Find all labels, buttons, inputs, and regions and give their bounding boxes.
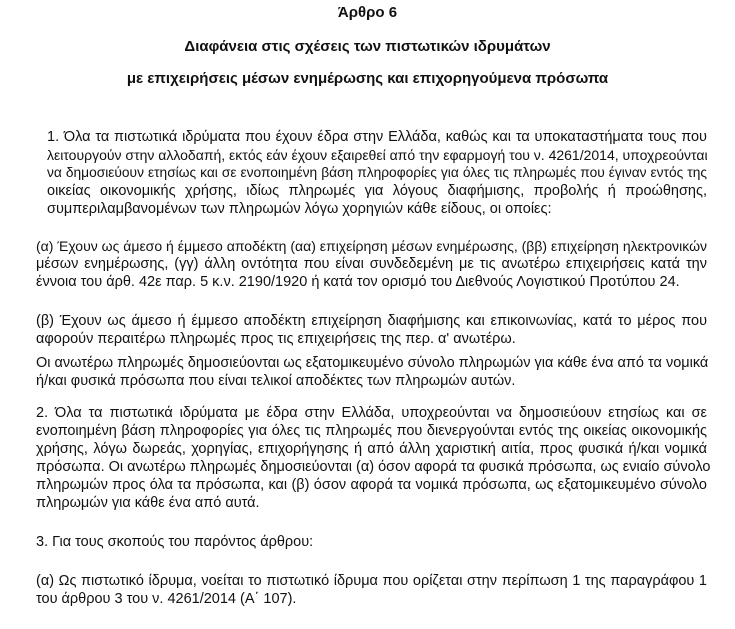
paragraph-2-line: πληρωμών προς όλα τα πρόσωπα, και (β) όσον αφορά τα νομικά πρόσωπα, ως εξατομικευμένο σύνολο (36, 477, 707, 493)
paragraph-2-line: πληρωμών για κάθε ένα από αυτά. (36, 495, 260, 511)
paragraph-3-line: 3. Για τους σκοπούς του παρόντος άρθρου: (36, 534, 314, 550)
paragraph-3a-line: του άρθρου 3 του ν. 4261/2014 (Α΄ 107). (36, 591, 297, 607)
paragraph-1a-line: έννοια του άρθ. 42ε παρ. 5 κ.ν. 2190/1920 ή κατά τον ορισμό του Διεθνούς Λογιστικού Προτύπου 24. (36, 274, 680, 290)
paragraph-1a-line: (α) Έχουν ως άμεσο ή έμμεσο αποδέκτη (αα) επιχείρηση μέσων ενημέρωσης, (ββ) επιχείρηση ηλεκτρονικών (36, 238, 707, 254)
paragraph-2-line: ενοποιημένη βάση πληροφορίες για όλες τις πληρωμές που διενεργούνται εντός της οικείας οικονομικής (36, 423, 707, 439)
paragraph-1a-line: μέσων ενημέρωσης, (γγ) άλλη οντότητα που είναι συνδεδεμένη με τις ανωτέρω επιχειρήσεις κατά την (36, 256, 707, 272)
paragraph-1b-line: (β) Έχουν ως άμεσο ή έμμεσο αποδέκτη επιχείρηση διαφήμισης και επικοινωνίας, κατά το μέρος που (36, 313, 707, 329)
paragraph-1c-line: ή/και φυσικά πρόσωπα που είναι τελικοί αποδέκτες των πληρωμών αυτών. (36, 373, 516, 389)
paragraph-1b-line: αφορούν περαιτέρω πληρωμές προς τις επιχειρήσεις της περ. α' ανωτέρω. (36, 331, 516, 347)
article-subtitle-line-2: με επιχειρήσεις μέσων ενημέρωσης και επιχορηγούμενα πρόσωπα (126, 70, 609, 87)
paragraph-1-line: συμπεριλαμβανομένων των πληρωμών λόγω χορηγιών κάθε είδους, οι οποίες: (47, 201, 552, 217)
paragraph-3a-line: (α) Ως πιστωτικό ίδρυμα, νοείται το πιστωτικό ίδρυμα που ορίζεται στην περίπωση 1 της παραγράφου 1 (36, 573, 707, 589)
paragraph-1-line: λειτουργούν στην αλλοδαπή, εκτός εάν έχουν εξαιρεθεί από την εφαρμογή του ν. 4261/2014, υποχρεούνται (47, 147, 708, 163)
paragraph-1c-line: Οι ανωτέρω πληρωμές δημοσιεύονται ως εξατομικευμένο σύνολο πληρωμών για κάθε ένα από τα νομικά (36, 355, 709, 371)
paragraph-2-line: πρόσωπα. Οι ανωτέρω πληρωμές δημοσιεύονται (α) όσον αφορά τα φυσικά πρόσωπα, ως ενιαίο σύνολο (36, 459, 711, 475)
paragraph-1-line: οικείας οικονομικής χρήσης, ιδίως πληρωμές για λόγους διαφήμισης, προβολής ή προώθησης, (47, 183, 707, 199)
article-title: Άρθρο 6 (337, 4, 398, 21)
paragraph-2-line: χρήσης, λόγω δωρεάς, χορηγίας, επιχορήγησης ή από άλλη χαριστική αιτία, προς φυσικά ή/και νομικά (36, 441, 707, 457)
paragraph-1-line: 1. Όλα τα πιστωτικά ιδρύματα που έχουν έδρα στην Ελλάδα, καθώς και τα υποκαταστήματα τους που (47, 129, 707, 145)
article-subtitle-line-1: Διαφάνεια στις σχέσεις των πιστωτικών ιδρυμάτων (184, 38, 551, 55)
paragraph-2-line: 2. Όλα τα πιστωτικά ιδρύματα με έδρα στην Ελλάδα, υποχρεούνται να δημοσιεύουν ετησίως και σε (36, 405, 707, 421)
paragraph-1-line: να δημοσιεύουν ετησίως και σε ενοποιημένη βάση πληροφορίες για όλες τις πληρωμές που έγιναν εντός της (47, 165, 707, 180)
